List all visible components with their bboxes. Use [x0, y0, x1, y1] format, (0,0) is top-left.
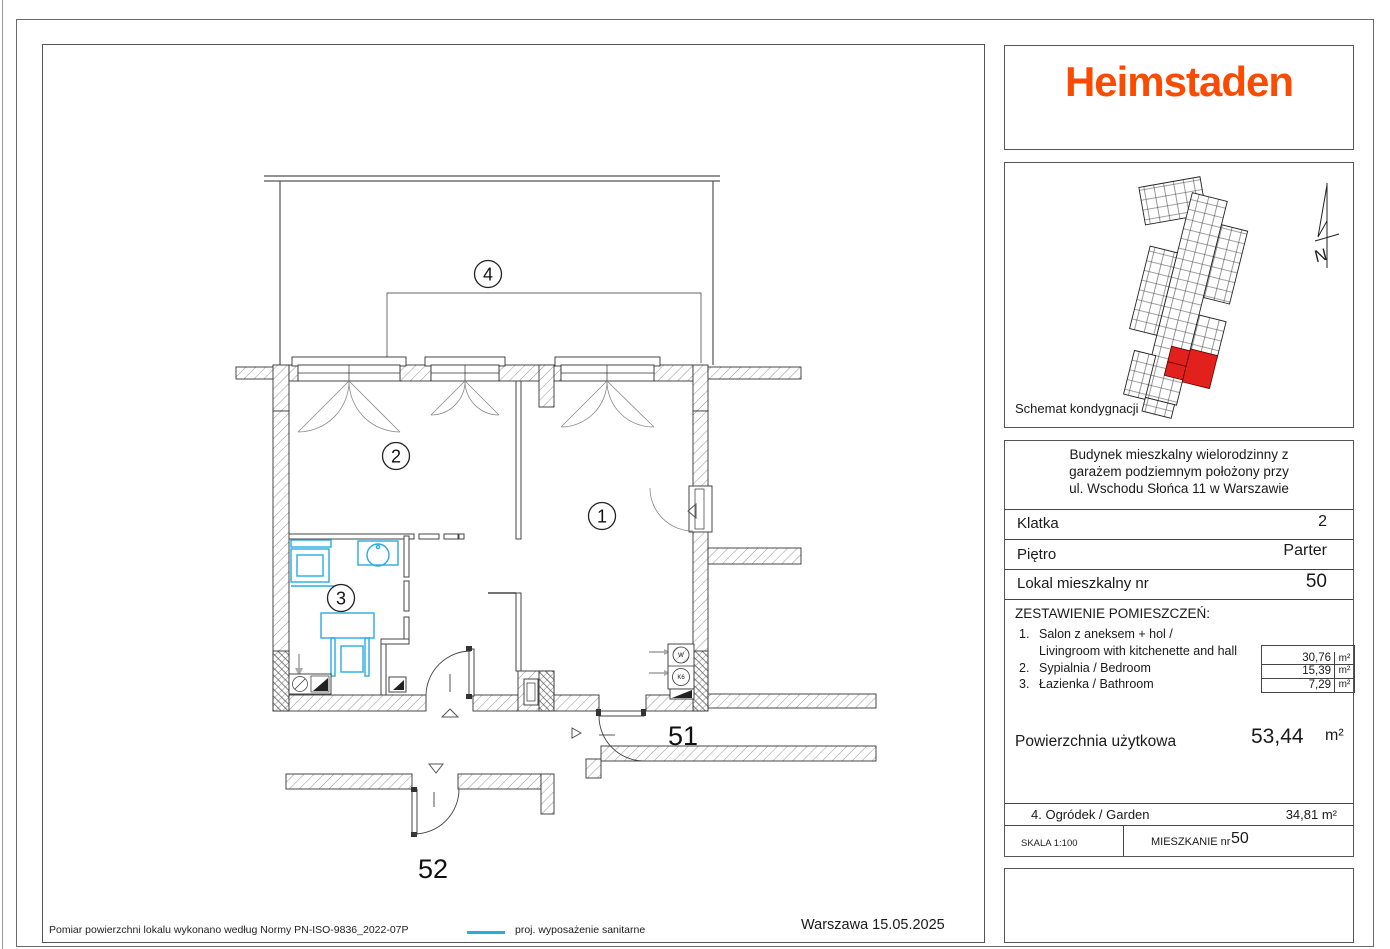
empty-title-block	[1004, 868, 1354, 943]
logo-box	[1004, 45, 1354, 150]
shelf	[291, 540, 331, 547]
row-label-klatka: Klatka	[1017, 515, 1059, 532]
measurement-norm-note: Pomiar powierzchni lokalu wykonano według Normy PN-ISO-9836_2022-07P	[49, 924, 409, 936]
brand-logo: Heimstaden	[1064, 58, 1294, 105]
floor-schematic-box	[1004, 162, 1354, 428]
wc-cistern	[321, 613, 374, 638]
building-title: Budynek mieszkalny wielorodzinny z garażem podziemnym położony przy ul. Wschodu Słońca 11 w Warszawie	[1069, 447, 1289, 496]
divider	[1123, 825, 1124, 856]
room-label-1: 1	[596, 506, 608, 527]
row-value-klatka: 2	[1318, 513, 1327, 530]
room-no: 3.	[1019, 677, 1030, 691]
sanitary-legend-line	[467, 931, 505, 934]
window	[292, 357, 406, 432]
building-schematic	[1005, 163, 1353, 425]
door-label-52: 52	[417, 854, 449, 884]
table-row: 30,76 m²	[1262, 646, 1354, 664]
row-label-lokal: Lokal mieszkalny nr	[1017, 575, 1149, 592]
table-row: 15,39 m²	[1262, 664, 1354, 678]
room-area-table	[1261, 645, 1355, 693]
bathroom-drain	[289, 654, 331, 694]
room-labels	[328, 261, 616, 612]
room-label-3: 3	[335, 588, 347, 609]
room-label-2: 2	[390, 446, 402, 467]
scale-label: SKALA 1:100	[1021, 838, 1078, 849]
north-label: N	[1312, 244, 1330, 267]
room-no: 1.	[1019, 627, 1030, 641]
building-footprint	[1087, 163, 1259, 425]
sanitary-legend-label: proj. wyposażenie sanitarne	[515, 924, 646, 936]
door-label-51: 51	[667, 721, 699, 751]
door-52	[411, 787, 459, 837]
garden-area: 34,81 m²	[1285, 807, 1337, 822]
usable-area-unit: m²	[1325, 727, 1344, 744]
interior-partitions	[289, 381, 521, 695]
meter-panel	[649, 644, 694, 699]
room-name-en: Livingroom with kitchenette and hall	[1039, 644, 1238, 658]
room-label-4: 4	[482, 264, 494, 285]
row-value-lokal: 50	[1305, 571, 1327, 592]
schematic-caption: Schemat kondygnacji	[1015, 401, 1139, 416]
garden-label: 4. Ogródek / Garden	[1031, 807, 1150, 822]
rooms-header: ZESTAWIENIE POMIESZCZEŃ:	[1015, 606, 1211, 621]
window	[555, 357, 660, 427]
place-date: Warszawa 15.05.2025	[801, 917, 945, 933]
terrace-outline	[387, 293, 701, 363]
floor-plan	[43, 45, 984, 942]
room-name-pl: Salon z aneksem + hol /	[1039, 627, 1173, 641]
floor-plan-box	[42, 44, 985, 943]
north-arrow	[1313, 183, 1339, 268]
apartment-number-value: 50	[1231, 830, 1249, 847]
wc-leg	[331, 638, 335, 676]
table-row: 7,29 m²	[1262, 678, 1354, 692]
screen-edge-line	[2, 0, 3, 949]
meter-label-k6: K6	[677, 675, 685, 681]
wc-bowl	[341, 646, 363, 672]
wc-leg	[365, 638, 369, 676]
window	[425, 357, 505, 415]
room-name-pl: Łazienka / Bathroom	[1039, 677, 1154, 691]
room-no: 2.	[1019, 661, 1030, 675]
row-value-pietro: Parter	[1283, 542, 1327, 559]
apartment-number-label: MIESZKANIE nr	[1151, 836, 1231, 848]
usable-area-label: Powierzchnia użytkowa	[1015, 733, 1177, 750]
apartment-info-box	[1004, 440, 1354, 857]
usable-area-value: 53,44	[1251, 725, 1304, 748]
row-label-pietro: Piętro	[1017, 546, 1057, 563]
corridor-walls	[286, 746, 876, 814]
room-name-pl: Sypialnia / Bedroom	[1039, 661, 1151, 675]
meter-label-w: W	[678, 653, 684, 659]
garden-door	[650, 486, 712, 532]
